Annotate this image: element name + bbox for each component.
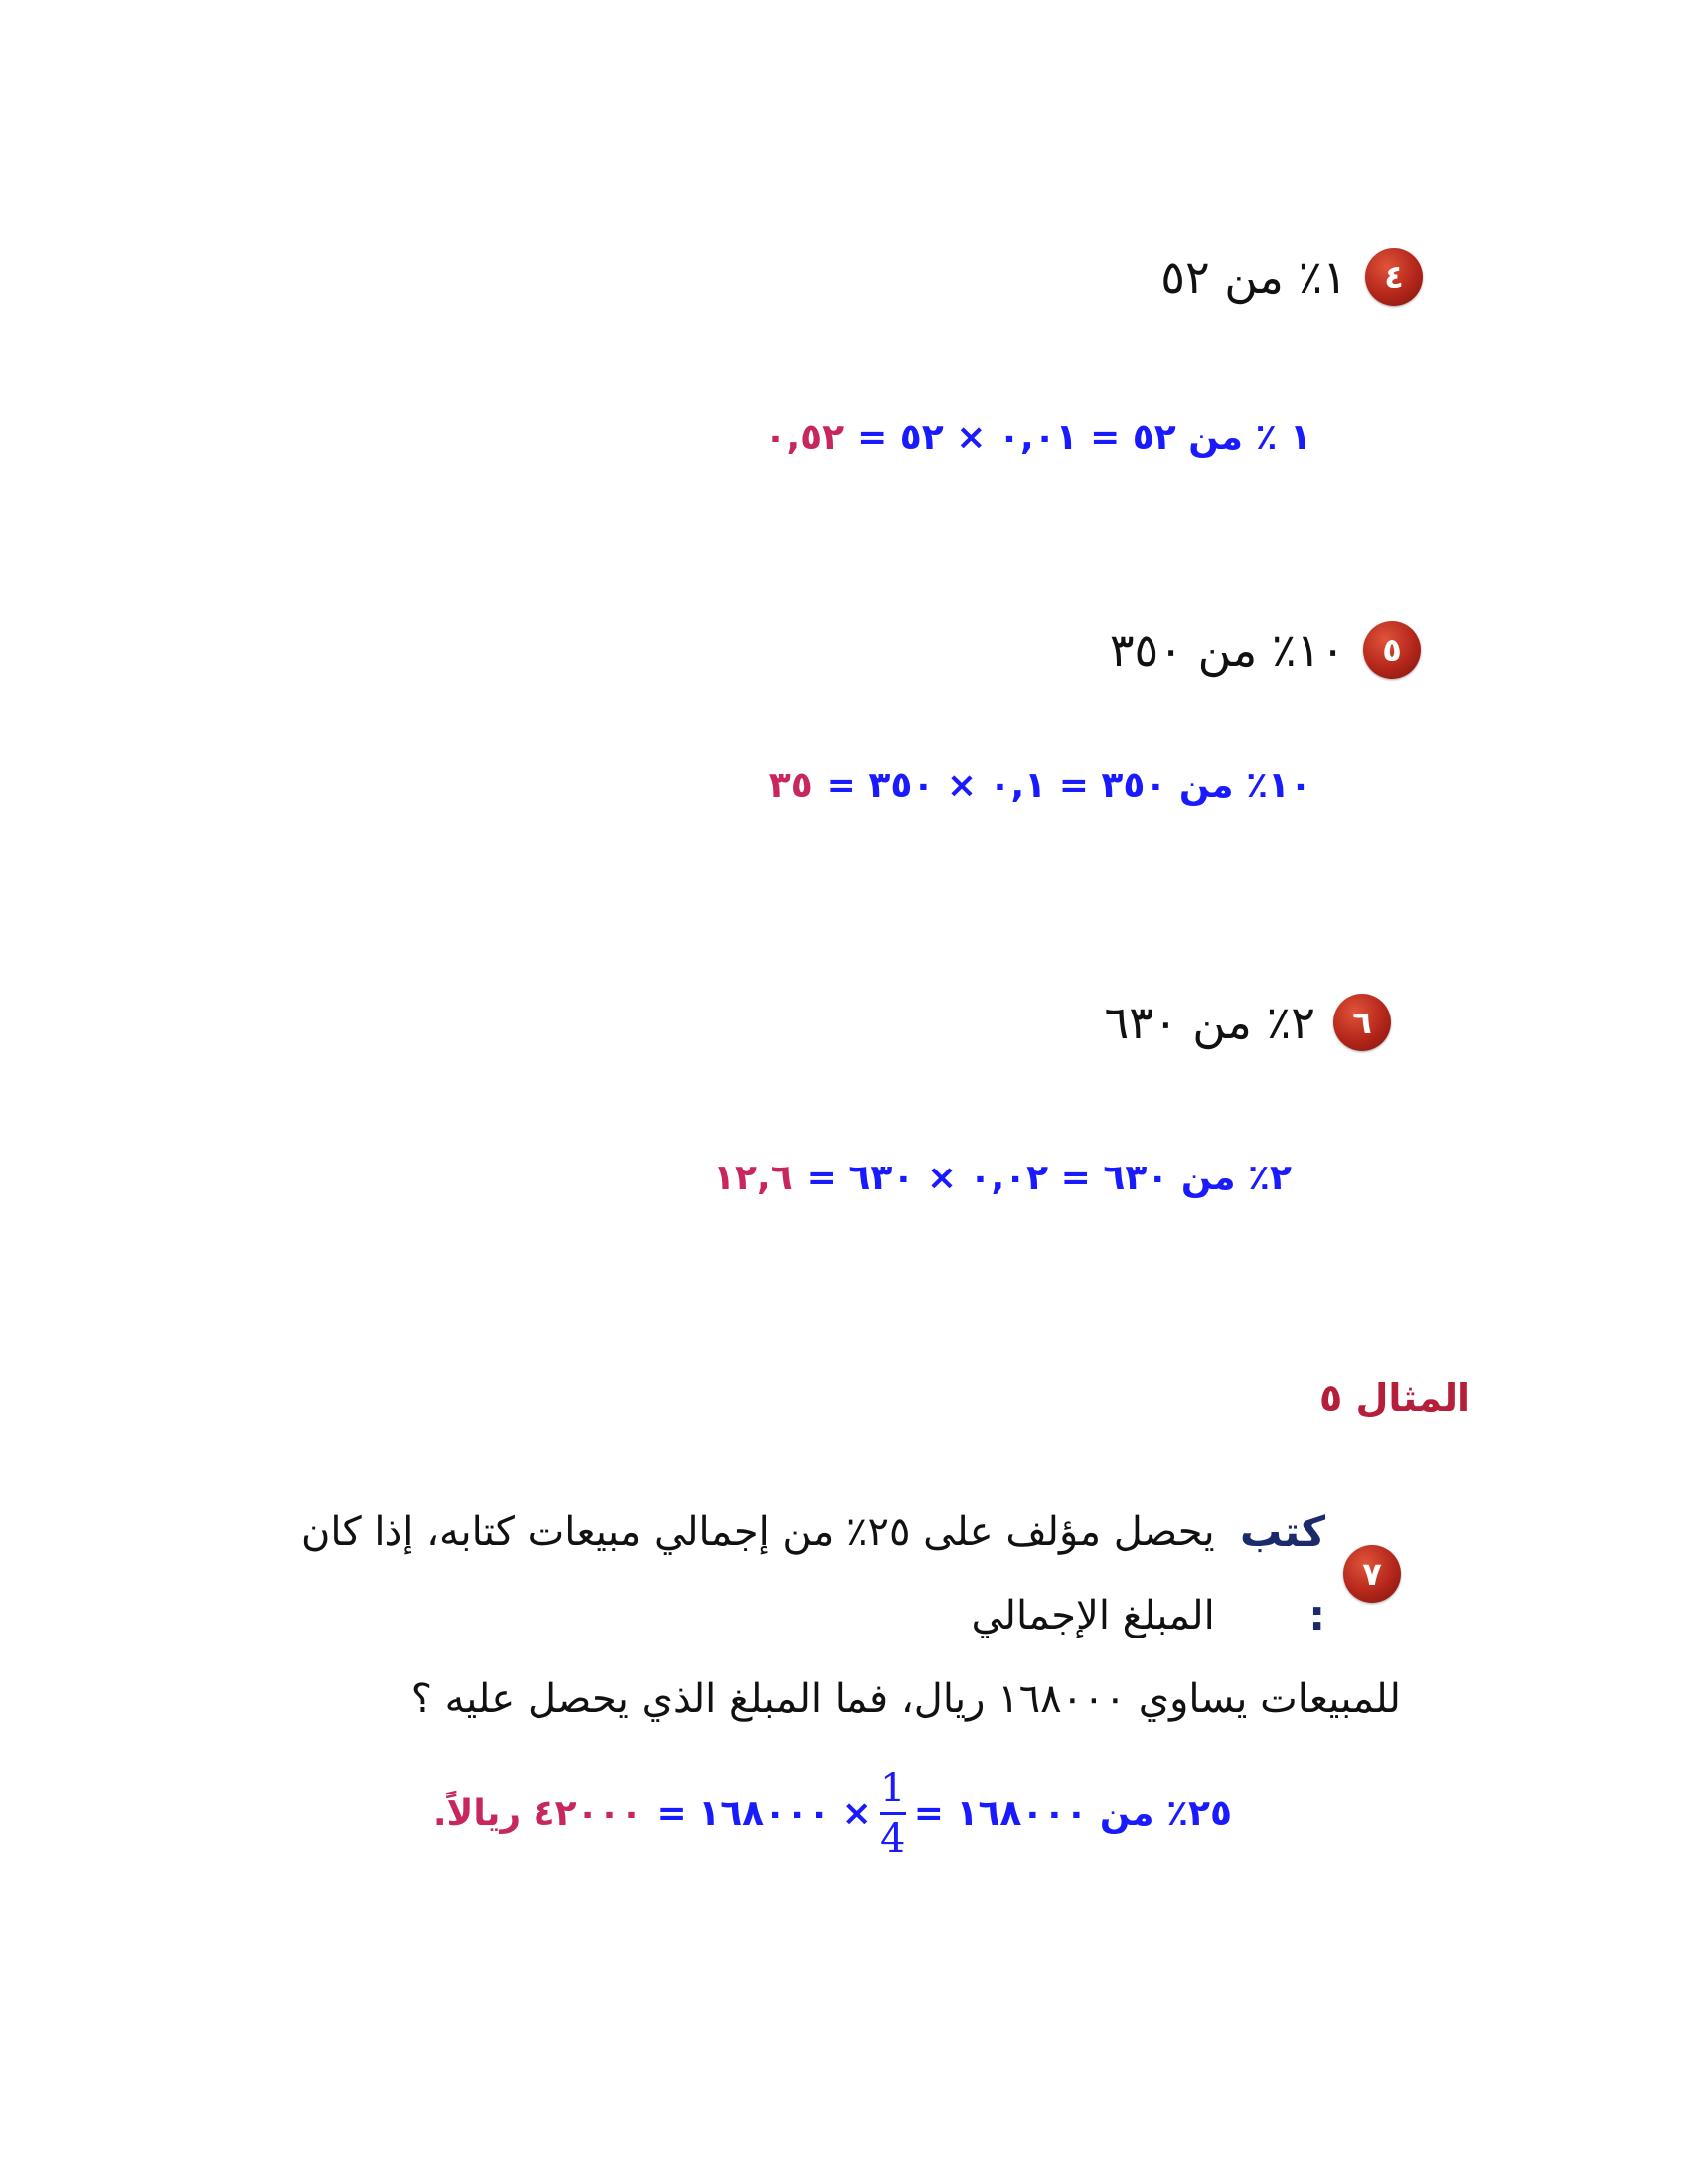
word-problem-line-2 — [209, 1657, 1401, 1741]
word-problem-text-1: يحصل مؤلف على ٢٥٪ من إجمالي مبيعات كتابه، إذا كان المبلغ الإجمالي — [301, 1509, 1215, 1638]
fraction-one-quarter — [880, 1766, 906, 1862]
solution-5 — [769, 765, 1311, 806]
problem-4 — [1160, 248, 1423, 306]
solution-4 — [764, 417, 1311, 458]
word-problem-solution — [432, 1766, 1232, 1862]
problem-prompt: ٢٪ من ٦٣٠ — [1104, 996, 1315, 1049]
solution-answer: ٠,٥٢ — [764, 417, 844, 458]
solution-work: ١٠٪ من ٣٥٠ = ٠,١ × ٣٥٠ = — [826, 765, 1311, 806]
problem-number-badge: ٦ — [1333, 994, 1391, 1051]
solution-answer: ١٢,٦ — [713, 1158, 793, 1198]
problem-prompt: ١٪ من ٥٢ — [1160, 250, 1347, 304]
solution-work: ٢٪ من ٦٣٠ = ٠,٠٢ × ٦٣٠ = — [806, 1158, 1292, 1198]
fraction-bar — [880, 1812, 906, 1815]
fraction-numerator: 1 — [880, 1766, 906, 1811]
solution-start: ٢٥٪ من ١٦٨٠٠٠ = — [913, 1794, 1232, 1834]
word-problem-7 — [209, 1490, 1401, 1741]
fraction-denominator: 4 — [880, 1816, 906, 1862]
problem-number-badge: ٤ — [1365, 248, 1423, 306]
example-heading: المثال ٥ — [1319, 1376, 1470, 1420]
problem-number-badge: ٧ — [1343, 1545, 1401, 1603]
solution-mid: × ١٦٨٠٠٠ = — [656, 1794, 872, 1834]
problem-6 — [1105, 994, 1391, 1051]
solution-6 — [713, 1158, 1292, 1198]
solution-answer: ٤٢٠٠٠ ريالاً. — [432, 1794, 643, 1834]
problem-5 — [1110, 621, 1421, 679]
word-problem-text-2: للمبيعات يساوي ١٦٨٠٠٠ ريال، فما المبلغ الذي يحصل عليه ؟ — [410, 1676, 1401, 1722]
problem-prompt: ١٠٪ من ٣٥٠ — [1109, 623, 1345, 677]
solution-answer: ٣٥ — [768, 765, 813, 806]
word-problem-line-1 — [209, 1490, 1401, 1657]
problem-number-badge: ٥ — [1363, 621, 1421, 679]
word-problem-label: كتب : — [1239, 1507, 1325, 1639]
solution-work: ١ ٪ من ٥٢ = ٠,٠١ × ٥٢ = — [857, 417, 1311, 458]
